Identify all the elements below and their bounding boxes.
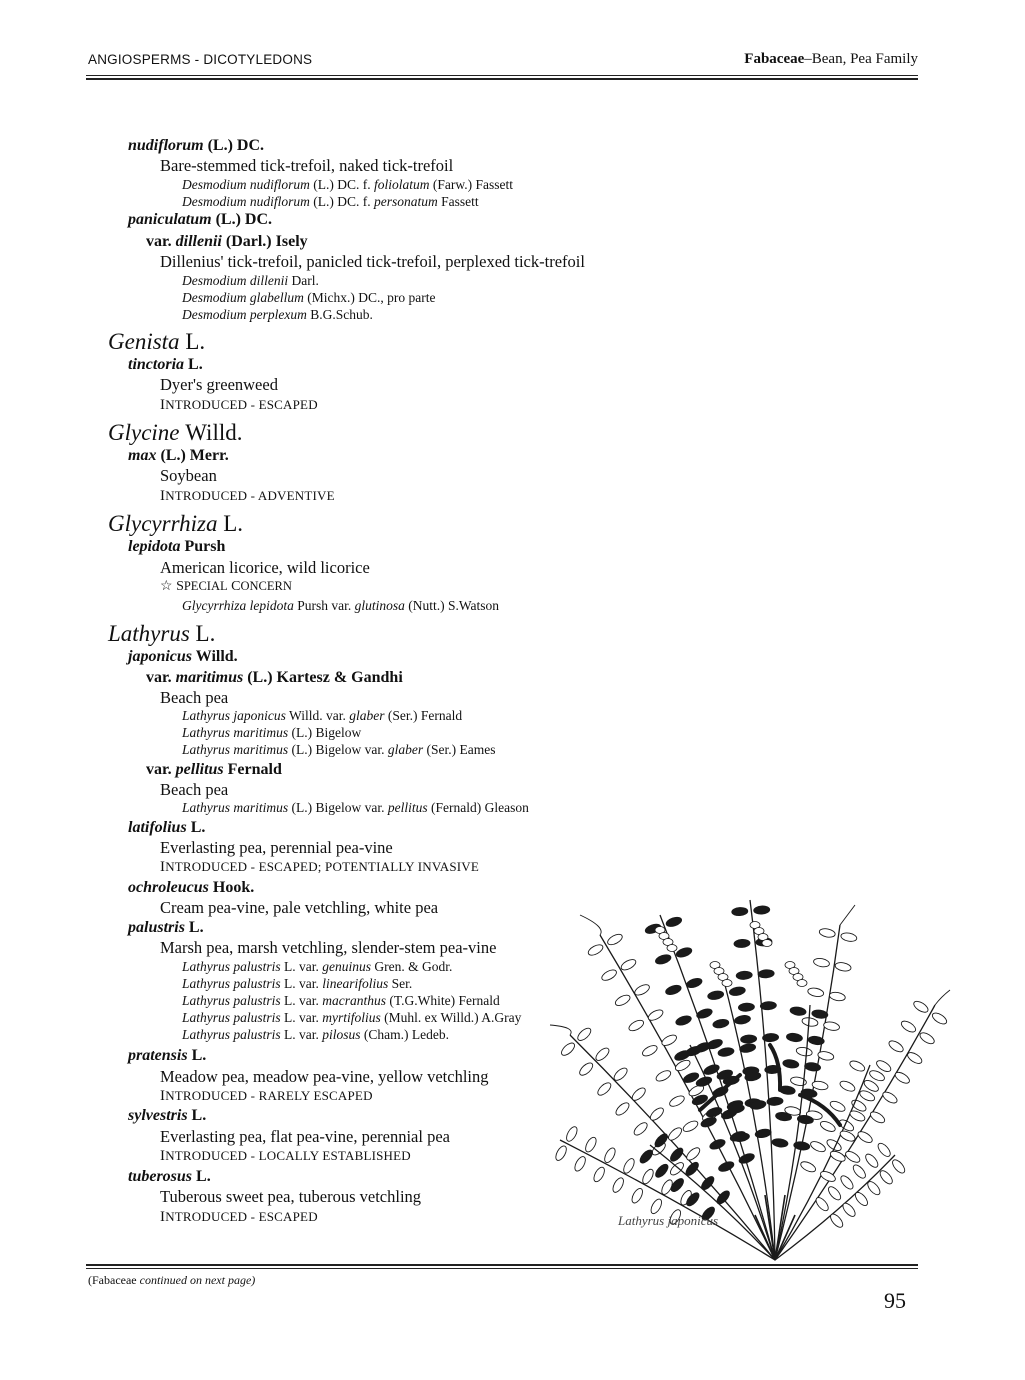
synonym: Lathyrus palustris L. var. macranthus (T.G.White) Fernald <box>182 993 500 1008</box>
variety-dillenii: var. dillenii (Darl.) Isely <box>146 233 308 250</box>
synonym: Lathyrus maritimus (L.) Bigelow var. pellitus (Fernald) Gleason <box>182 800 529 815</box>
synonym: Desmodium glabellum (Michx.) DC., pro parte <box>182 290 436 305</box>
family-name: Fabaceae <box>744 51 805 67</box>
species-tuberosus: tuberosus L. <box>128 1168 211 1185</box>
family-common-name: –Bean, Pea Family <box>804 51 918 67</box>
common-name: Dyer's greenweed <box>160 375 278 394</box>
common-name: Beach pea <box>160 780 229 799</box>
synonym: Desmodium nudiflorum (L.) DC. f. foliolatum (Farw.) Fassett <box>182 177 514 192</box>
synonym: Desmodium nudiflorum (L.) DC. f. personatum Fassett <box>182 194 479 209</box>
illustration-caption: Lathyrus japonicus <box>618 1213 719 1228</box>
species-tinctoria: tinctoria L. <box>128 356 203 373</box>
star-icon: ☆ <box>160 579 173 594</box>
continuation-note: (Fabaceae continued on next page) <box>88 1273 256 1287</box>
synonym: Desmodium dillenii Darl. <box>182 273 319 288</box>
status-label: INTRODUCED - ESCAPED <box>160 1209 318 1225</box>
genus-glycine: Glycine Willd. <box>108 420 243 445</box>
genus-lathyrus: Lathyrus L. <box>108 621 216 646</box>
common-name: Dillenius' tick-trefoil, panicled tick-trefoil, perplexed tick-trefoil <box>160 252 585 271</box>
common-name: Beach pea <box>160 688 229 707</box>
status-label: INTRODUCED - LOCALLY ESTABLISHED <box>160 1148 411 1164</box>
synonym: Lathyrus palustris L. var. genuinus Gren. & Godr. <box>182 959 453 974</box>
synonym: Lathyrus japonicus Willd. var. glaber (Ser.) Fernald <box>182 708 463 723</box>
species-paniculatum: paniculatum (L.) DC. <box>128 211 273 228</box>
common-name: Soybean <box>160 466 217 485</box>
synonym: Lathyrus palustris L. var. myrtifolius (Muhl. ex Willd.) A.Gray <box>182 1010 522 1025</box>
common-name: Tuberous sweet pea, tuberous vetchling <box>160 1187 422 1206</box>
header-rule-top <box>86 75 918 76</box>
species-sylvestris: sylvestris L. <box>128 1107 207 1124</box>
common-name: American licorice, wild licorice <box>160 558 370 577</box>
page-number: 95 <box>884 1288 906 1313</box>
footer-rule-bottom <box>86 1268 918 1269</box>
genus-glycyrrhiza: Glycyrrhiza L. <box>108 511 244 536</box>
status-label: INTRODUCED - ESCAPED <box>160 397 318 413</box>
genus-genista: Genista L. <box>108 329 206 354</box>
status-label: INTRODUCED - ADVENTIVE <box>160 488 335 504</box>
common-name: Meadow pea, meadow pea-vine, yellow vetchling <box>160 1067 489 1086</box>
common-name: Bare-stemmed tick-trefoil, naked tick-trefoil <box>160 156 454 175</box>
running-header-right <box>744 51 918 68</box>
common-name: Marsh pea, marsh vetchling, slender-stem pea-vine <box>160 938 497 957</box>
species-pratensis: pratensis L. <box>128 1047 207 1064</box>
lathyrus-japonicus-illustration <box>540 895 960 1265</box>
synonym: Desmodium perplexum B.G.Schub. <box>182 307 373 322</box>
footer-rule-top <box>86 1264 918 1266</box>
variety-maritimus: var. maritimus (L.) Kartesz & Gandhi <box>146 669 403 686</box>
species-japonicus: japonicus Willd. <box>128 648 238 665</box>
synonym: Glycyrrhiza lepidota Pursh var. glutinosa (Nutt.) S.Watson <box>182 598 500 613</box>
species-palustris: palustris L. <box>128 919 204 936</box>
synonym: Lathyrus palustris L. var. pilosus (Cham.) Ledeb. <box>182 1027 450 1042</box>
common-name: Everlasting pea, perennial pea-vine <box>160 838 393 857</box>
species-max: max (L.) Merr. <box>128 447 229 464</box>
status-label: INTRODUCED - ESCAPED; POTENTIALLY INVASIVE <box>160 859 480 875</box>
common-name: Everlasting pea, flat pea-vine, perennial pea <box>160 1127 450 1146</box>
header-rule-bottom <box>86 78 918 80</box>
running-header-left: ANGIOSPERMS - DICOTYLEDONS <box>88 52 313 67</box>
species-latifolius: latifolius L. <box>128 819 206 836</box>
conservation-status: ☆ SPECIAL CONCERN <box>160 579 292 594</box>
common-name: Cream pea-vine, pale vetchling, white pea <box>160 898 439 917</box>
variety-pellitus: var. pellitus Fernald <box>146 761 282 778</box>
species-lepidota: lepidota Pursh <box>128 538 226 555</box>
status-label: INTRODUCED - RARELY ESCAPED <box>160 1088 373 1104</box>
synonym: Lathyrus maritimus (L.) Bigelow <box>182 725 362 740</box>
species-ochroleucus: ochroleucus Hook. <box>128 879 255 896</box>
species-nudiflorum: nudiflorum (L.) DC. <box>128 137 265 154</box>
synonym: Lathyrus palustris L. var. linearifolius Ser. <box>182 976 413 991</box>
synonym: Lathyrus maritimus (L.) Bigelow var. glaber (Ser.) Eames <box>182 742 496 757</box>
